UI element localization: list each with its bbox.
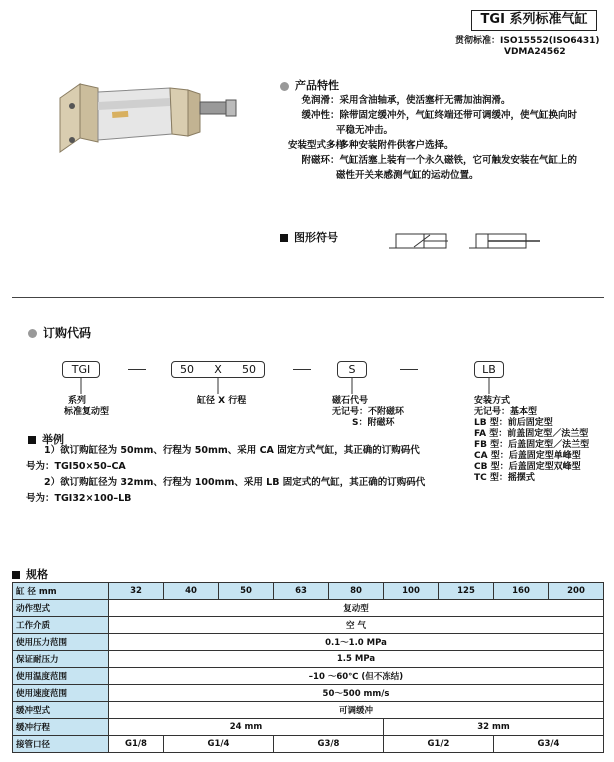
table-row: 动作型式 复动型 (13, 600, 604, 617)
spec-header-row: 缸 径 mm 32 40 50 63 80 100 125 160 200 (13, 583, 604, 600)
table-row: 缓冲型式 可调缓冲 (13, 702, 604, 719)
table-row: 工作介质 空 气 (13, 617, 604, 634)
table-row: 使用压力范围 0.1～1.0 MPa (13, 634, 604, 651)
section-divider (12, 297, 604, 298)
feature-row: 安装型式多样 ：多种安装附件供客户选择。 (288, 140, 454, 151)
square-bullet-icon (28, 436, 36, 444)
code-dash (400, 369, 418, 370)
code-dash (293, 369, 311, 370)
example-line: 2）欲订购缸径为 32mm、行程为 100mm、采用 LB 固定式的气缸，其正确的订购码代 (44, 477, 426, 488)
table-row: 使用温度范围 –10 ～60℃ (但不冻结) (13, 668, 604, 685)
code-connector-lines (0, 378, 614, 398)
square-bullet-icon (280, 234, 288, 242)
standards-line1: 贯彻标准：ISO15552(ISO6431) (455, 36, 600, 46)
magnet-label: 磁石代号 无记号：不附磁环 S：附磁环 (332, 396, 405, 428)
spec-heading: 规格 (12, 566, 48, 582)
standards (455, 36, 600, 58)
example-line: 号为：TGI50×50–CA (26, 461, 126, 472)
feature-row: 缓冲性 ：除带固定缓冲外，气缸终端还带可调缓冲，使气缸换向时 (301, 110, 578, 121)
size-label: 缸径 X 行程 (197, 396, 247, 406)
pneumatic-symbol-diagram (384, 231, 544, 253)
series-label: 系列 标准复动型 (64, 396, 110, 417)
examples-heading: 举例 (28, 431, 64, 447)
code-dash (128, 369, 146, 370)
bullet-icon (28, 329, 37, 338)
square-bullet-icon (12, 571, 20, 579)
series-title: TGI 系列标准气缸 (471, 10, 597, 31)
table-row: 缓冲行程 24 mm 32 mm (13, 719, 604, 736)
symbol-heading: 图形符号 (280, 229, 338, 245)
feature-row: 磁性开关来感测气缸的运动位置。 (336, 170, 479, 181)
spec-header-label: 缸 径 mm (13, 583, 109, 600)
table-row: 接管口径 G1/8 G1/4 G3/8 G1/2 G3/4 (13, 736, 604, 753)
example-line: 1）欲订购缸径为 50mm、行程为 50mm、采用 CA 固定方式气缸，其正确的订购码代 (44, 445, 420, 456)
features-heading: 产品特性 (280, 77, 339, 93)
standards-line2: VDMA24562 (504, 47, 566, 57)
example-line: 号为：TGI32×100–LB (26, 493, 132, 504)
code-box-series: TGI (62, 361, 100, 378)
code-box-size: 50 X 50 (171, 361, 265, 378)
features-list (288, 93, 614, 183)
feature-row: 平稳无冲击。 (336, 125, 394, 136)
code-box-magnet: S (337, 361, 367, 378)
table-row: 保证耐压力 1.5 MPa (13, 651, 604, 668)
feature-row: 免润滑 ：采用含油轴承，使活塞杆无需加油润滑。 (301, 95, 511, 106)
order-code-heading: 订购代码 (28, 324, 91, 341)
feature-row: 附磁环 ：气缸活塞上装有一个永久磁铁，它可触发安装在气缸上的 (301, 155, 578, 166)
code-box-mount: LB (474, 361, 504, 378)
spec-table (12, 582, 604, 753)
bullet-icon (280, 82, 289, 91)
table-row: 使用速度范围 50～500 mm/s (13, 685, 604, 702)
cylinder-product-image (50, 70, 250, 170)
mount-label: 安装方式 无记号：基本型 LB 型：前后固定型 FA 型：前盖固定型／法兰型 FB 型：后盖固定型／法兰型 CA 型：后盖固定型单峰型 CB 型：后盖固定型双峰型 TC 型：摇摆式 (474, 396, 590, 483)
